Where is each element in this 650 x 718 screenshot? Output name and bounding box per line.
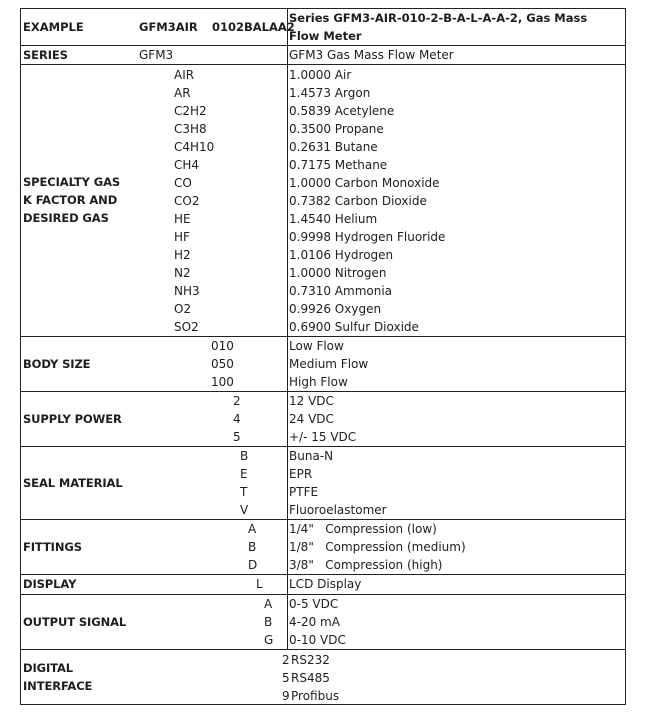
gas-option-description: 1.0000 Nitrogen xyxy=(289,266,387,280)
output-signal-option-code: B xyxy=(264,615,273,629)
gas-label-line: K FACTOR AND xyxy=(23,193,118,207)
digital-interface-label-line: DIGITAL xyxy=(23,661,74,675)
body-size-section xyxy=(21,336,625,391)
output-signal-option-description: 0-5 VDC xyxy=(289,597,339,611)
supply-power-label: SUPPLY POWER xyxy=(23,412,122,426)
gas-option-code: CO2 xyxy=(174,194,200,208)
body-size-option-description: Medium Flow xyxy=(289,357,369,371)
output-signal-option-description: 4-20 mA xyxy=(289,615,340,629)
gas-option-code: O2 xyxy=(174,302,192,316)
gas-option-code: CH4 xyxy=(174,158,200,172)
series-row xyxy=(21,45,625,64)
fittings-option-code: B xyxy=(248,540,257,554)
gas-label-line: DESIRED GAS xyxy=(23,211,109,225)
gas-option-description: 0.7175 Methane xyxy=(289,158,388,172)
series-label: SERIES xyxy=(23,48,68,62)
seal-material-option-description: Buna-N xyxy=(289,449,334,463)
gas-option-description: 0.7382 Carbon Dioxide xyxy=(289,194,427,208)
seal-material-option-description: PTFE xyxy=(289,485,319,499)
supply-power-option-description: 12 VDC xyxy=(289,394,334,408)
output-signal-option-description: 0-10 VDC xyxy=(289,633,346,647)
output-signal-section xyxy=(21,594,625,649)
supply-power-section xyxy=(21,391,625,446)
digital-interface-option-code: 2 xyxy=(282,653,290,667)
digital-interface-option-code: 5 xyxy=(282,671,290,685)
supply-power-option-code: 2 xyxy=(233,394,241,408)
seal-material-option-code: E xyxy=(240,467,248,481)
gas-option-description: 1.0000 Carbon Monoxide xyxy=(289,176,440,190)
fittings-label: FITTINGS xyxy=(23,540,82,554)
fittings-option-description: 1/4" Compression (low) xyxy=(289,522,437,536)
ordering-table xyxy=(20,8,626,705)
gas-option-description: 0.5839 Acetylene xyxy=(289,104,395,118)
gas-option-description: 1.4540 Helium xyxy=(289,212,378,226)
gas-option-code: AR xyxy=(174,86,191,100)
gas-option-code: H2 xyxy=(174,248,191,262)
gas-option-description: 1.0000 Air xyxy=(289,68,352,82)
gas-option-description: 0.9998 Hydrogen Fluoride xyxy=(289,230,446,244)
gas-option-description: 0.3500 Propane xyxy=(289,122,384,136)
digital-interface-option-description: RS485 xyxy=(291,671,330,685)
gas-option-code: NH3 xyxy=(174,284,200,298)
seal-material-option-code: B xyxy=(240,449,249,463)
supply-power-option-code: 4 xyxy=(233,412,241,426)
seal-material-option-code: T xyxy=(240,485,248,499)
digital-interface-option-description: Profibus xyxy=(291,689,340,703)
gas-option-code: SO2 xyxy=(174,320,199,334)
fittings-option-code: A xyxy=(248,522,257,536)
display-label: DISPLAY xyxy=(23,577,77,591)
body-size-option-description: High Flow xyxy=(289,375,348,389)
output-signal-option-code: G xyxy=(264,633,274,647)
gas-option-description: 0.7310 Ammonia xyxy=(289,284,393,298)
display-section xyxy=(21,574,625,594)
gas-option-code: C2H2 xyxy=(174,104,207,118)
gas-option-code: AIR xyxy=(174,68,195,82)
example-label: EXAMPLE xyxy=(23,20,84,34)
output-signal-option-code: A xyxy=(264,597,273,611)
gas-option-code: CO xyxy=(174,176,192,190)
digital-interface-label xyxy=(23,659,92,695)
digital-interface-option-description: RS232 xyxy=(291,653,330,667)
series-code: GFM3 xyxy=(139,48,174,62)
seal-material-option-description: EPR xyxy=(289,467,313,481)
display-code: L xyxy=(256,577,263,591)
seal-material-option-code: V xyxy=(240,503,249,517)
gas-option-description: 0.6900 Sulfur Dioxide xyxy=(289,320,419,334)
gas-option-code: HE xyxy=(174,212,191,226)
fittings-option-code: D xyxy=(248,558,258,572)
gas-option-description: 0.2631 Butane xyxy=(289,140,378,154)
body-size-option-code: 010 xyxy=(211,339,234,353)
model-code: GFM3AIR xyxy=(139,20,198,34)
gas-option-description: 1.4573 Argon xyxy=(289,86,371,100)
digital-interface-section xyxy=(21,649,625,705)
seal-material-label: SEAL MATERIAL xyxy=(23,476,123,490)
fittings-option-description: 3/8" Compression (high) xyxy=(289,558,443,572)
digital-interface-label-line: INTERFACE xyxy=(23,679,93,693)
body-size-label: BODY SIZE xyxy=(23,357,91,371)
gas-option-code: C4H10 xyxy=(174,140,215,154)
header-row xyxy=(21,8,625,45)
gas-section xyxy=(21,64,625,336)
suffix-code: 0102BALAA2 xyxy=(212,20,295,34)
output-signal-label: OUTPUT SIGNAL xyxy=(23,615,127,629)
body-size-option-code: 100 xyxy=(211,375,234,389)
example-title: Series GFM3-AIR-010-2-B-A-L-A-A-2, Gas Mass Flow Meter xyxy=(289,11,588,43)
seal-material-section xyxy=(21,446,625,519)
body-size-option-code: 050 xyxy=(211,357,234,371)
seal-material-option-description: Fluoroelastomer xyxy=(289,503,387,517)
gas-option-code: C3H8 xyxy=(174,122,207,136)
fittings-section xyxy=(21,519,625,574)
gas-option-description: 0.9926 Oxygen xyxy=(289,302,382,316)
supply-power-option-description: 24 VDC xyxy=(289,412,334,426)
body-size-option-description: Low Flow xyxy=(289,339,344,353)
gas-option-code: HF xyxy=(174,230,190,244)
series-description: GFM3 Gas Mass Flow Meter xyxy=(289,48,454,62)
fittings-option-description: 1/8" Compression (medium) xyxy=(289,540,466,554)
display-description: LCD Display xyxy=(289,577,362,591)
supply-power-option-code: 5 xyxy=(233,430,241,444)
gas-option-description: 1.0106 Hydrogen xyxy=(289,248,394,262)
gas-option-code: N2 xyxy=(174,266,191,280)
digital-interface-option-code: 9 xyxy=(282,689,290,703)
supply-power-option-description: +/- 15 VDC xyxy=(289,430,357,444)
gas-label xyxy=(23,173,120,227)
gas-label-line: SPECIALTY GAS xyxy=(23,175,121,189)
